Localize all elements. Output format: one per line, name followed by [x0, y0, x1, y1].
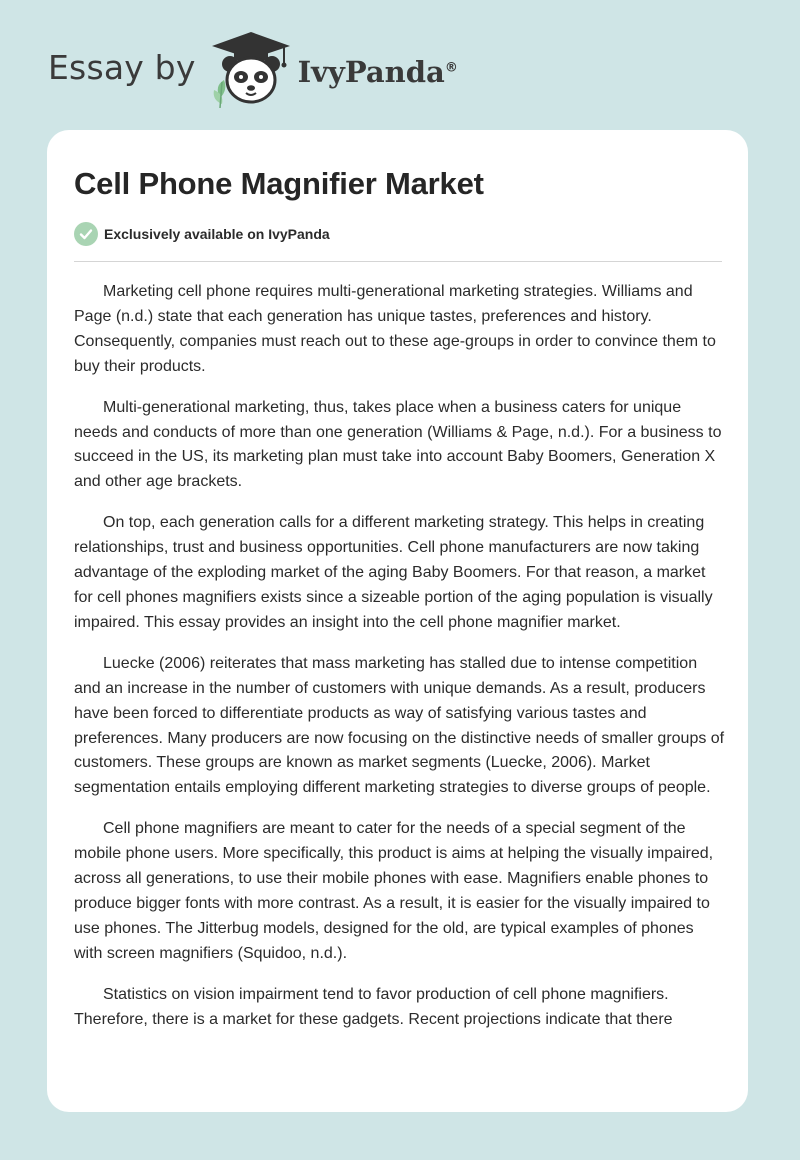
brand-prefix: Essay by — [48, 47, 196, 87]
paragraph: Statistics on vision impairment tend to favor production of cell phone magnifiers. Therefore, there is a market for these gadgets. Recent projections indicate that there — [74, 985, 673, 1028]
exclusive-badge — [74, 222, 330, 246]
paragraph: Luecke (2006) reiterates that mass marketing has stalled due to intense competition and an increase in the number of customers with unique demands. As a result, producers have been forced to differentiate products as way of satisfying various tastes and preferences. Many producers are now focusing on the distinctive needs of smaller groups of customers. These groups are known as market segments (Luecke, 2006). Market segmentation entails employing different marketing strategies to diverse groups of people. — [74, 654, 725, 797]
essay-card — [47, 130, 748, 1112]
paragraph: On top, each generation calls for a different marketing strategy. This helps in creating relationships, trust and business opportunities. Cell phone manufacturers are now taking advantage of the exploding market of the aging Baby Boomers. For that reason, a market for cell phones magnifiers exists since a sizeable portion of the aging population is visually impaired. This essay provides an insight into the cell phone magnifier market. — [74, 514, 713, 631]
essay-body — [74, 280, 726, 1048]
brand-header — [48, 30, 458, 110]
page-title: Cell Phone Magnifier Market — [74, 166, 484, 201]
paragraph: Cell phone magnifiers are meant to cater for the needs of a special segment of the mobile phone users. More specifically, this product is aims at helping the visually impaired, across all generations, to use their mobile phones with ease. Magnifiers enable phones to produce bigger fonts with more contrast. As a result, it is easier for the visually impaired to use phones. The Jitterbug models, designed for the old, are typical examples of phones with screen magnifiers (Squidoo, n.d.). — [74, 820, 714, 962]
paragraph: Multi-generational marketing, thus, takes place when a business caters for unique needs and conducts of more than one generation (Williams & Page, n.d.). For a business to succeed in the US, its marketing plan must take into account Baby Boomers, Generation X and other age brackets. — [74, 398, 722, 491]
badge-text: Exclusively available on IvyPanda — [104, 226, 330, 242]
check-circle-icon — [74, 222, 98, 246]
paragraph: Marketing cell phone requires multi-generational marketing strategies. Williams and Page (n.d.) state that each generation has unique tastes, preferences and history. Consequently, companies must reach out to these age-groups in order to convince them to buy their products. — [74, 283, 716, 375]
brand-name: IvyPanda® — [297, 55, 458, 89]
divider — [74, 261, 722, 262]
registered-mark: ® — [444, 60, 458, 76]
panda-graduate-icon — [210, 30, 292, 110]
